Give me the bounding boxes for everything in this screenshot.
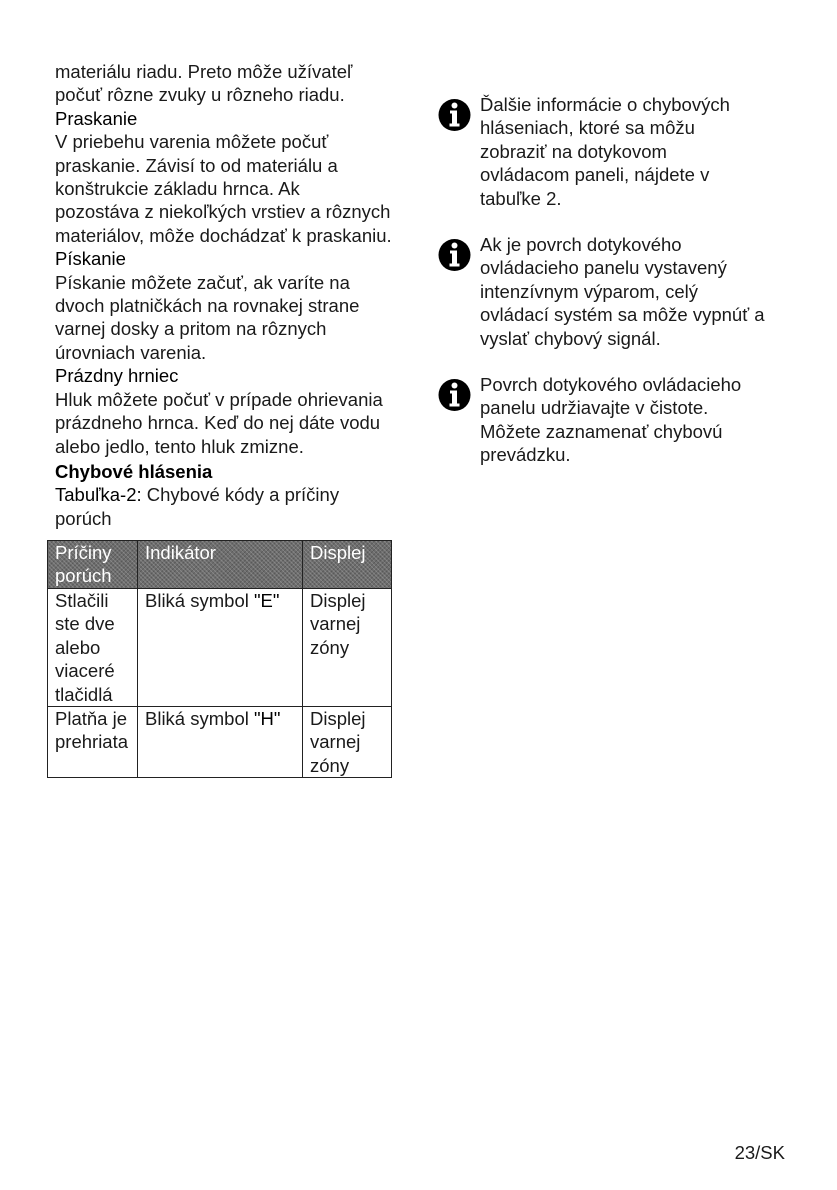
table-caption: Tabuľka-2: Chybové kódy a príčiny porúch — [55, 484, 340, 529]
info-icon — [438, 237, 471, 273]
body-praskanie: V priebehu varenia môžete počuť praskanie. Závisí to od materiálu a konštrukcie základu hrnca. Ak pozostáva z niekoľkých vrstiev a rôznych materiálov, môže dochádzať k praskaniu. — [55, 131, 392, 246]
header-indicator: Indikátor — [138, 541, 303, 589]
info-note-text: Ďalšie informácie o chybových hláseniach, ktoré sa môžu zobraziť na dotykovom ovládacom paneli, nájdete v tabuľke 2. — [480, 94, 730, 209]
cell-indicator: Bliká symbol "E" — [138, 589, 303, 707]
table-row — [48, 707, 392, 778]
header-display: Displej — [303, 541, 392, 589]
left-column — [55, 60, 420, 530]
cell-display: Displej varnej zóny — [303, 589, 392, 707]
info-note-text: Povrch dotykového ovládacieho panelu udržiavajte v čistote. Môžete zaznamenať chybovú prevádzku. — [480, 374, 742, 466]
page-number: 23/SK — [734, 1142, 785, 1163]
intro-text: materiálu riadu. Preto môže užívateľ počuť rôzne zvuky u rôzneho riadu. — [55, 61, 353, 106]
error-code-table — [47, 540, 392, 778]
cell-cause: Stlačili ste dve alebo viaceré tlačidlá — [48, 589, 138, 707]
info-icon — [438, 377, 471, 413]
cell-cause: Platňa je prehriata — [48, 707, 138, 778]
right-column — [436, 93, 796, 490]
section-title-errors: Chybové hlásenia — [55, 460, 213, 482]
cell-indicator: Bliká symbol "H" — [138, 707, 303, 778]
heading-prazdny-hrniec: Prázdny hrniec — [55, 365, 179, 387]
info-note — [436, 93, 796, 210]
error-code: "H" — [253, 708, 281, 730]
body-piskanie: Pískanie môžete začuť, ak varíte na dvoch platničkách na rovnakej strane varnej dosky a pritom na rôznych úrovniach varenia. — [55, 271, 360, 363]
info-icon — [438, 97, 471, 133]
info-note — [436, 373, 796, 467]
table-row — [48, 589, 392, 707]
cell-display: Displej varnej zóny — [303, 707, 392, 778]
heading-praskanie: Praskanie — [55, 107, 138, 129]
info-note-text: Ak je povrch dotykového ovládacieho panelu vystavený intenzívnym výparom, celý ovládací systém sa môže vypnúť a vyslať chybový signál. — [480, 234, 765, 349]
table-caption-label: Tabuľka-2: — [55, 484, 142, 506]
heading-piskanie: Pískanie — [55, 248, 126, 270]
info-note — [436, 233, 796, 350]
body-prazdny-hrniec: Hluk môžete počuť v prípade ohrievania prázdneho hrnca. Keď do nej dáte vodu alebo jedlo, tento hluk zmizne. — [55, 388, 383, 457]
table-header-row — [48, 541, 392, 589]
error-code: "E" — [253, 590, 280, 611]
header-cause: Príčiny porúch — [48, 541, 138, 589]
